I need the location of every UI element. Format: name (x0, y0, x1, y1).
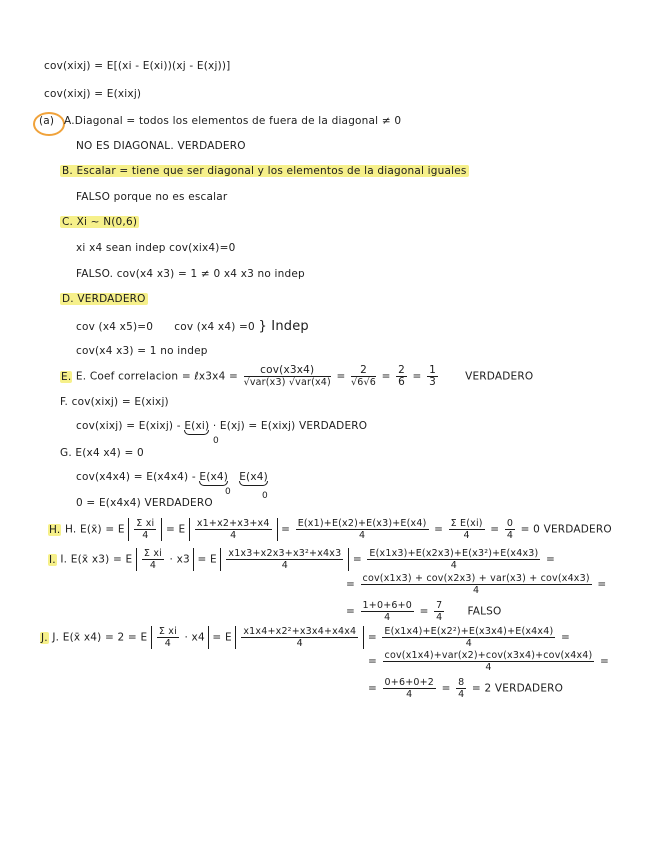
text-line: F. cov(xixj) = E(xixj) (60, 396, 169, 408)
text-fragment: · x3 (169, 553, 190, 566)
fraction-denominator: 4 (384, 612, 391, 623)
item-c-answer (76, 268, 305, 280)
fraction-numerator: cov(x3x4) (244, 365, 331, 377)
underbrace (184, 420, 209, 432)
text-fragment: = (434, 523, 444, 536)
text-fragment: J. E(x̄ x4) = 2 = E (52, 631, 148, 644)
fraction (134, 518, 156, 541)
item-i-expectation: I. I. E(x̄ x3) = E $\frac{\text{Σ xi}}{4}$ · x3 = E $\frac{\text{x1x3+x2x3+x3²+x4x3}}{4}$ = $\frac{\text{E(x1x3)+E(x2x3)+E(x3²)+E(x4x3)}}{4}$ = (49, 548, 555, 571)
underbrace-zero (225, 487, 231, 497)
text-line: cov(x4 x3) = 1 no indep (76, 345, 208, 357)
text-fragment: = 2 VERDADERO (471, 682, 564, 695)
fraction (505, 518, 515, 541)
fraction-numerator: 8 (458, 677, 465, 688)
fraction-numerator: Σ xi (143, 548, 162, 559)
fraction-denominator: 4 (149, 560, 157, 571)
fraction-denominator: 4 (358, 530, 366, 541)
fraction-numerator: 1 (429, 364, 436, 376)
fraction-denominator: 4 (463, 530, 470, 541)
fraction (367, 548, 540, 571)
fraction (396, 365, 407, 388)
fraction-denominator: 4 (465, 638, 472, 649)
text-fragment: E. Coef correlacion = ℓx3x4 = (75, 370, 239, 383)
text-line: C. Xi ~ N(0,6) (62, 216, 138, 228)
text-fragment: = (419, 605, 429, 618)
text-line: D. VERDADERO (62, 293, 146, 305)
item-b-escalar (60, 165, 469, 177)
text-line: FALSO. cov(x4 x3) = 1 ≠ 0 x4 x3 no indep (76, 268, 305, 280)
fraction (226, 548, 343, 571)
text-fragment: = E (165, 523, 186, 536)
text-fragment: = (346, 578, 355, 591)
fraction (157, 626, 179, 649)
underbrace (199, 471, 228, 483)
text-fragment: = (368, 682, 377, 695)
text-line: cov(xixj) = E(xixj) (44, 88, 142, 100)
text-fragment: = (597, 578, 607, 591)
fraction (142, 548, 164, 571)
text-fragment: = (545, 553, 555, 566)
fraction-numerator: cov(x1x4)+var(x2)+cov(x3x4)+cov(x4x4) (384, 650, 593, 661)
fraction-numerator: 0 (506, 518, 514, 529)
text-fragment: cov (x4 x5)=0 (76, 321, 154, 333)
text-fragment: = E (212, 631, 232, 644)
text-line: B. Escalar = tiene que ser diagonal y los elementos de la diagonal iguales (62, 165, 467, 177)
fraction (361, 600, 414, 623)
fraction-numerator: 7 (436, 600, 443, 611)
fraction-numerator: E(x1)+E(x2)+E(x3)+E(x4) (297, 518, 427, 529)
item-a-answer (76, 140, 246, 152)
item-j-result (368, 677, 563, 700)
text-line: G. E(x4 x4) = 0 (60, 447, 144, 459)
text-fragment: H. E(x̄) = E (65, 523, 125, 536)
text-fragment: E(xi) (184, 420, 210, 432)
text-fragment: = (490, 523, 500, 536)
fraction-numerator: E(x1x3)+E(x2x3)+E(x3²)+E(x4x3) (369, 548, 539, 559)
text-fragment: 0 (213, 436, 219, 446)
text-line: cov(xixj) = E[(xi - E(xi))(xj - E(xj))] (44, 60, 231, 72)
item-j-cov-step (368, 650, 609, 673)
fraction-denominator: √var(x3) √var(x4) (243, 377, 331, 388)
item-g-answer (76, 497, 213, 509)
item-i-cov-step (346, 573, 606, 596)
fraction-denominator: 4 (230, 530, 237, 541)
fraction-denominator: 4 (450, 560, 458, 571)
fraction-numerator: Σ E(xi) (450, 518, 483, 529)
text-fragment: · E(xj) = E(xixj) VERDADERO (212, 420, 368, 432)
text-fragment: cov(xixj) = E(xixj) - (76, 420, 181, 432)
fraction (241, 626, 358, 649)
item-d-cov-zero (76, 319, 309, 334)
equation-cov-definition (44, 60, 230, 72)
item-f-derivation (76, 420, 367, 432)
question-number-text: (a) (39, 115, 55, 127)
item-d-not-indep (76, 345, 208, 357)
underbrace-zero (262, 491, 268, 501)
fraction-denominator: 6 (398, 376, 406, 388)
equation-cov-expectation (44, 88, 141, 100)
question-number (39, 115, 54, 127)
fraction-numerator: 2 (398, 364, 406, 376)
fraction-numerator: cov(x1x3) + cov(x2x3) + var(x3) + cov(x4x3) (362, 573, 590, 584)
item-f-statement (60, 396, 169, 408)
text-line: 0 = E(x4x4) VERDADERO (76, 497, 213, 509)
fraction (195, 518, 272, 541)
text-fragment: = 0 VERDADERO (520, 523, 612, 536)
text-fragment: E(x4) (199, 471, 229, 483)
fraction (449, 518, 485, 541)
fraction-denominator: 4 (436, 612, 443, 623)
text-fragment: I. E(x̄ x3) = E (60, 553, 133, 566)
text-fragment: cov (x4 x4) =0 (174, 321, 255, 333)
fraction-denominator: 4 (485, 662, 492, 673)
text-fragment: } Indep (258, 319, 309, 334)
text-fragment: 0 (225, 487, 231, 497)
underbrace-zero (213, 436, 219, 446)
text-line: FALSO porque no es escalar (76, 191, 228, 203)
text-fragment: cov(x4x4) = E(x4x4) - (76, 471, 196, 483)
text-fragment: VERDADERO (465, 370, 534, 383)
fraction-numerator: Σ xi (136, 518, 155, 529)
item-e-correlation: E. E. Coef correlacion = ℓx3x4 = $\frac{\text{cov(x3x4)}}{\text{√var(x3) √var(x4)}}$ = $\frac{2}{√6√6}$ = $\frac{2}{6}$ = $\frac{1}{3}$ VERDADERO (61, 364, 534, 388)
text-fragment: = (281, 523, 291, 536)
item-b-answer (76, 191, 227, 203)
text-line: A.Diagonal = todos los elementos de fuera de la diagonal ≠ 0 (64, 115, 402, 127)
item-c-condition (76, 242, 235, 254)
item-i-result (346, 600, 502, 623)
fraction-numerator: E(x1x4)+E(x2²)+E(x3x4)+E(x4x4) (384, 626, 554, 637)
text-fragment: = (367, 631, 377, 644)
text-line: xi x4 sean indep cov(xix4)=0 (76, 242, 236, 254)
fraction-denominator: 4 (281, 560, 288, 571)
fraction-denominator: 4 (142, 530, 149, 541)
fraction (456, 677, 466, 700)
text-line: NO ES DIAGONAL. VERDADERO (76, 140, 246, 152)
text-fragment: = (600, 655, 610, 668)
fraction-numerator: x1x3+x2x3+x3²+x4x3 (228, 548, 342, 559)
underbrace (239, 471, 268, 483)
text-fragment: = (352, 553, 362, 566)
text-fragment: · x4 (184, 631, 205, 644)
fraction (434, 600, 444, 623)
item-a-diagonal (64, 115, 401, 127)
fraction (427, 365, 438, 388)
fraction (351, 365, 376, 388)
fraction-numerator: x1+x2+x3+x4 (196, 518, 270, 529)
item-c-distribution (60, 216, 139, 228)
text-fragment: FALSO (467, 605, 502, 618)
fraction-denominator: √6√6 (351, 377, 377, 388)
text-fragment: = (336, 370, 346, 383)
fraction (361, 573, 592, 596)
fraction (382, 626, 555, 649)
fraction-denominator: 4 (164, 638, 172, 649)
item-j-expectation: J. J. E(x̄ x4) = 2 = E $\frac{\text{Σ xi}}{4}$ · x4 = E $\frac{\text{x1x4+x2²+x3x4+x4x4}}{4}$ = $\frac{\text{E(x1x4)+E(x2²)+E(x3x4)+E(x4x4)}}{4}$ = (41, 626, 570, 649)
item-h-mean-expectation: H. H. E(x̄) = E $\frac{\text{Σ xi}}{4}$ = E $\frac{x1+x2+x3+x4}{4}$ = $\frac{E(x1)+E(x2)+E(x3)+E(x4)}{4}$ = $\frac{\text{Σ E(xi)}}{4}$ = $\frac{0}{4}$ = 0 VERDADERO (49, 518, 612, 541)
fraction-denominator: 4 (296, 638, 303, 649)
fraction-numerator: x1x4+x2²+x3x4+x4x4 (243, 626, 357, 637)
fraction-numerator: 0+6+0+2 (384, 677, 435, 688)
fraction-denominator: 3 (429, 376, 436, 388)
fraction-numerator: 2 (351, 365, 376, 377)
item-g-statement (60, 447, 144, 459)
text-fragment: E(x4) (239, 471, 268, 483)
text-fragment: 0 (262, 491, 268, 501)
fraction-denominator: 4 (458, 689, 465, 700)
fraction-denominator: 4 (506, 530, 514, 541)
text-fragment: = (560, 631, 570, 644)
text-fragment: = (368, 655, 377, 668)
fraction (383, 650, 595, 673)
fraction-denominator: 4 (473, 585, 480, 596)
fraction-denominator: 4 (406, 689, 413, 700)
item-g-derivation (76, 471, 268, 483)
item-d-verdadero (60, 293, 148, 305)
text-fragment: = (346, 605, 355, 618)
fraction-numerator: 1+0+6+0 (362, 600, 413, 611)
fraction (296, 518, 429, 541)
text-fragment: = E (197, 553, 217, 566)
fraction (244, 365, 331, 388)
fraction (383, 677, 436, 700)
fraction-numerator: Σ xi (158, 626, 177, 637)
text-fragment: = (441, 682, 451, 695)
